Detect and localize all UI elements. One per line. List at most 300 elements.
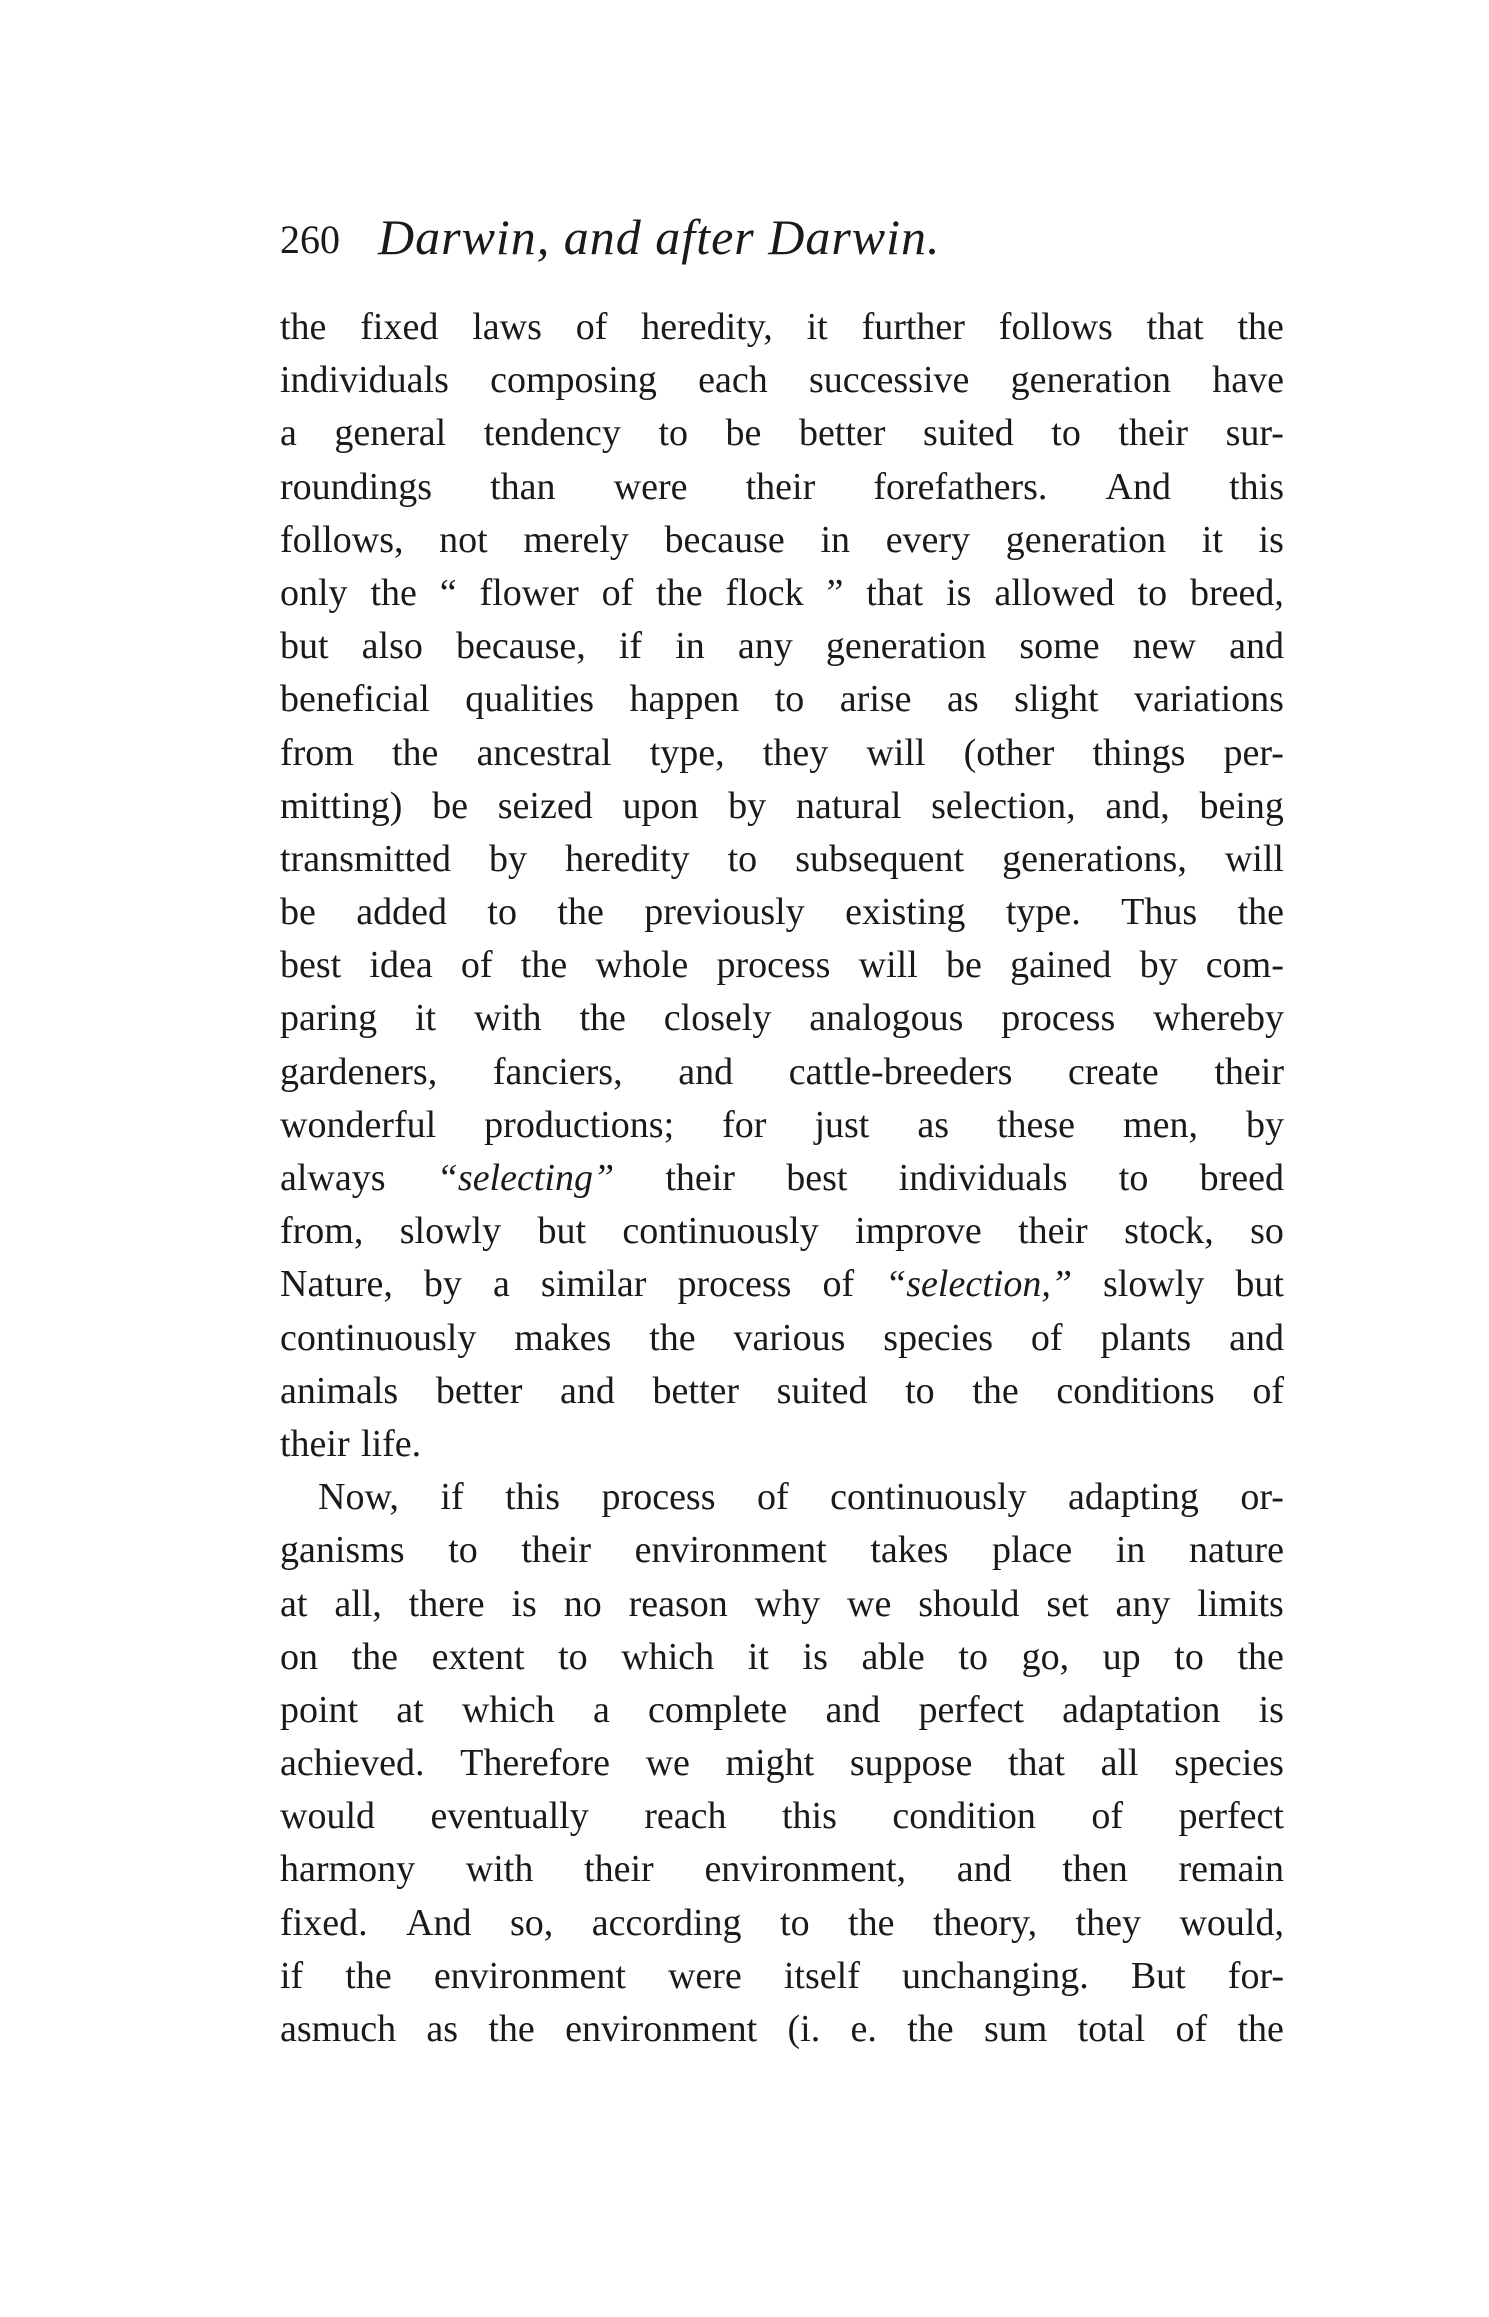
word: so, xyxy=(509,1901,554,1944)
word: improve xyxy=(855,1210,982,1253)
word: at xyxy=(396,1688,424,1731)
word: fixed. xyxy=(280,1901,368,1944)
word: slowly xyxy=(399,1210,502,1253)
word: place xyxy=(992,1529,1073,1572)
word: gained xyxy=(1010,944,1112,987)
word: merely xyxy=(523,518,629,561)
word: process xyxy=(1001,997,1116,1040)
word: And xyxy=(406,1901,472,1944)
word: to xyxy=(558,1635,588,1678)
word: (other xyxy=(963,731,1055,774)
word: set xyxy=(1046,1582,1089,1625)
word: animals xyxy=(280,1369,399,1412)
word: their xyxy=(1118,412,1189,455)
word: and xyxy=(678,1050,734,1093)
word: better xyxy=(652,1369,740,1412)
word: whole xyxy=(595,944,689,987)
word: to xyxy=(487,891,517,934)
word: process xyxy=(601,1476,716,1519)
word: the xyxy=(280,306,327,348)
word: these xyxy=(996,1103,1076,1146)
word: is xyxy=(511,1582,537,1625)
word: able xyxy=(861,1635,925,1678)
word: just xyxy=(814,1103,870,1146)
word: reach xyxy=(644,1795,727,1838)
word: suited xyxy=(922,412,1014,455)
word: takes xyxy=(870,1529,949,1572)
word: would xyxy=(280,1795,375,1838)
word: to xyxy=(905,1369,935,1412)
word: as xyxy=(917,1103,949,1146)
word: of xyxy=(1175,2008,1208,2050)
text-line xyxy=(280,1897,1284,1950)
word: whereby xyxy=(1153,997,1284,1040)
text-line xyxy=(280,354,1284,407)
word: extent xyxy=(431,1635,525,1678)
word: stock, xyxy=(1124,1210,1214,1253)
word: by xyxy=(423,1263,462,1306)
text-line xyxy=(280,1205,1284,1258)
word: a xyxy=(492,1263,510,1306)
word: ” xyxy=(826,571,844,614)
word: environment xyxy=(634,1529,827,1572)
word: Nature, xyxy=(280,1263,393,1306)
text-line xyxy=(280,567,1284,620)
text-line xyxy=(280,1418,1284,1471)
text-line xyxy=(280,673,1284,726)
text-line xyxy=(280,833,1284,886)
word: have xyxy=(1212,359,1284,402)
word: laws xyxy=(472,306,542,348)
word: But xyxy=(1130,1954,1186,1997)
word: and xyxy=(560,1369,615,1412)
word: the xyxy=(579,997,626,1040)
word: ancestral xyxy=(476,731,612,774)
page-number: 260 xyxy=(280,217,340,262)
word: would, xyxy=(1179,1901,1284,1944)
word: environment xyxy=(565,2008,758,2050)
word: that xyxy=(1007,1742,1065,1785)
word: gardeners, xyxy=(280,1050,438,1093)
word: there xyxy=(408,1582,485,1625)
word: this xyxy=(1229,465,1284,508)
word: they xyxy=(1075,1901,1141,1944)
word: And xyxy=(1105,465,1171,508)
text-line xyxy=(280,407,1284,460)
word: arise xyxy=(839,678,912,721)
word: suited xyxy=(776,1369,868,1412)
word: why xyxy=(754,1582,821,1625)
word: a xyxy=(592,1688,610,1731)
text-line xyxy=(280,727,1284,780)
word: slowly xyxy=(1102,1263,1205,1306)
word: slight xyxy=(1014,678,1099,721)
word: (i. xyxy=(787,2008,821,2050)
word: their xyxy=(1214,1050,1284,1093)
text-line xyxy=(280,1631,1284,1684)
word: in xyxy=(1115,1529,1146,1572)
word: species xyxy=(1174,1742,1284,1785)
word: cattle-breeders xyxy=(788,1050,1013,1093)
word: also xyxy=(361,625,423,668)
word: being xyxy=(1199,784,1284,827)
word: go, xyxy=(1021,1635,1070,1678)
word: and, xyxy=(1105,784,1170,827)
word: if xyxy=(618,625,643,668)
word: type. xyxy=(1005,891,1081,934)
word: productions; xyxy=(484,1103,675,1146)
word: only xyxy=(280,571,348,614)
word: type, xyxy=(649,731,725,774)
word: the xyxy=(488,2008,535,2050)
word: the xyxy=(1237,306,1284,348)
word: to xyxy=(658,412,688,455)
word: per- xyxy=(1223,731,1284,774)
word: general xyxy=(334,412,447,455)
word: any xyxy=(1115,1582,1171,1625)
word: remain xyxy=(1178,1848,1284,1891)
word: the xyxy=(520,944,568,987)
word: sur- xyxy=(1225,412,1284,455)
word: of xyxy=(1252,1369,1284,1412)
word: harmony xyxy=(280,1848,416,1891)
word: to xyxy=(448,1529,478,1572)
word: similar xyxy=(540,1263,647,1306)
word: composing xyxy=(490,359,657,402)
word: point xyxy=(280,1688,359,1731)
word: to xyxy=(1174,1635,1204,1678)
word: roundings xyxy=(280,465,432,508)
word: is xyxy=(946,571,972,614)
word: will xyxy=(866,731,926,774)
word: ganisms xyxy=(280,1529,405,1572)
text-line xyxy=(280,1365,1284,1418)
word: condition xyxy=(892,1795,1036,1838)
word: it xyxy=(806,306,828,348)
word: asmuch xyxy=(280,2008,397,2050)
word: it xyxy=(747,1635,769,1678)
text-line xyxy=(280,1046,1284,1099)
word: paring xyxy=(280,997,378,1040)
text-line xyxy=(280,1737,1284,1790)
word: as xyxy=(426,2008,459,2050)
text-line xyxy=(280,1312,1284,1365)
text-line xyxy=(280,620,1284,673)
word: some xyxy=(1019,625,1100,668)
word: as xyxy=(947,678,979,721)
word: breed xyxy=(1199,1157,1284,1199)
word: on xyxy=(280,1635,318,1678)
word: according xyxy=(591,1901,742,1944)
text-line xyxy=(280,780,1284,833)
word: better xyxy=(435,1369,523,1412)
word: is xyxy=(1258,1688,1284,1731)
word: heredity, xyxy=(641,306,773,348)
text-line xyxy=(280,1258,1284,1311)
word: it xyxy=(414,997,437,1040)
word: but xyxy=(1235,1263,1284,1306)
word: complete xyxy=(648,1688,788,1731)
word: be xyxy=(432,784,469,827)
word: fanciers, xyxy=(492,1050,623,1093)
word: at xyxy=(280,1582,308,1625)
word: men, xyxy=(1123,1103,1198,1146)
word: if xyxy=(440,1476,464,1519)
word: “ xyxy=(439,571,457,614)
text-line xyxy=(280,1950,1284,2003)
word: to xyxy=(774,678,805,721)
word: we xyxy=(847,1582,892,1625)
text-line xyxy=(280,1099,1284,1152)
word: generation xyxy=(825,625,987,668)
word: then xyxy=(1062,1848,1128,1891)
text-line xyxy=(280,461,1284,514)
word: with xyxy=(473,997,542,1040)
word: should xyxy=(918,1582,1020,1625)
word: conditions xyxy=(1056,1369,1215,1412)
word: the xyxy=(848,1901,895,1944)
text-line xyxy=(280,514,1284,567)
text-line xyxy=(280,301,1284,354)
word: analogous xyxy=(809,997,964,1040)
word: for- xyxy=(1227,1954,1284,1997)
word: plants xyxy=(1100,1316,1192,1359)
word: so xyxy=(1250,1210,1284,1253)
word: their xyxy=(665,1157,735,1199)
word: the xyxy=(656,571,703,614)
word: might xyxy=(725,1742,815,1785)
word: further xyxy=(861,306,965,348)
word: this xyxy=(781,1795,837,1838)
word: continuously xyxy=(830,1476,1027,1519)
word: beneficial xyxy=(280,678,430,721)
word: generation xyxy=(1005,518,1167,561)
word: Now, xyxy=(318,1476,399,1519)
word: were xyxy=(667,1954,742,1997)
word: the xyxy=(972,1369,1019,1412)
text-line xyxy=(280,1843,1284,1896)
word: and xyxy=(1229,625,1284,668)
word: is xyxy=(1258,518,1284,561)
word: for xyxy=(722,1103,767,1146)
word: by xyxy=(489,837,528,880)
word: follows xyxy=(998,306,1113,348)
word: to xyxy=(1137,571,1168,614)
word: their xyxy=(1018,1210,1088,1253)
text-line xyxy=(280,2003,1284,2056)
word: the xyxy=(649,1316,696,1359)
word: will xyxy=(1224,837,1284,880)
word: the xyxy=(1237,2008,1284,2050)
word: by xyxy=(1245,1103,1284,1146)
word: the xyxy=(351,1635,399,1678)
word: best xyxy=(280,944,342,987)
word: com- xyxy=(1205,944,1284,987)
word: every xyxy=(885,518,971,561)
running-title: Darwin, and after Darwin. xyxy=(378,209,941,265)
word: their xyxy=(745,465,816,508)
word: which xyxy=(461,1688,555,1731)
word: not xyxy=(439,518,488,561)
text-line xyxy=(280,1684,1284,1737)
word: e. xyxy=(850,2008,877,2050)
text-line xyxy=(280,1524,1284,1577)
word: things xyxy=(1092,731,1186,774)
word: subsequent xyxy=(795,837,965,880)
word: is xyxy=(802,1635,828,1678)
word: if xyxy=(280,1954,304,1997)
word: with xyxy=(465,1848,534,1891)
word: various xyxy=(733,1316,846,1359)
word: tendency xyxy=(483,412,621,455)
word: the xyxy=(392,731,439,774)
word: or- xyxy=(1240,1476,1284,1519)
word: itself xyxy=(783,1954,860,1997)
word: unchanging. xyxy=(901,1954,1089,1997)
word: continuously xyxy=(280,1316,477,1359)
word: previously xyxy=(644,891,805,934)
word: by xyxy=(728,784,767,827)
word: adaptation xyxy=(1062,1688,1221,1731)
word: and xyxy=(956,1848,1012,1891)
word: to xyxy=(1118,1157,1149,1199)
word: no xyxy=(563,1582,602,1625)
italic-word: “selection,” xyxy=(885,1263,1072,1306)
word: be xyxy=(946,944,982,987)
word: will xyxy=(858,944,918,987)
word: added xyxy=(356,891,448,934)
word: to xyxy=(780,1901,810,1944)
word: we xyxy=(645,1742,690,1785)
word: it xyxy=(1201,518,1223,561)
word: up xyxy=(1102,1635,1141,1678)
word: by xyxy=(1139,944,1178,987)
word: nature xyxy=(1189,1529,1284,1572)
word: but xyxy=(280,625,329,668)
word: eventually xyxy=(430,1795,589,1838)
word: but xyxy=(537,1210,587,1253)
word: flock xyxy=(725,571,804,614)
word: each xyxy=(698,359,768,402)
word: sum xyxy=(983,2008,1048,2050)
word: their xyxy=(280,1422,350,1465)
word: their xyxy=(521,1529,592,1572)
word: new xyxy=(1132,625,1196,668)
word: process xyxy=(677,1263,792,1306)
word: all xyxy=(1100,1742,1139,1785)
word: and xyxy=(1229,1316,1284,1359)
word: which xyxy=(621,1635,715,1678)
word: better xyxy=(798,412,886,455)
word: breed, xyxy=(1190,571,1284,614)
word: individuals xyxy=(898,1157,1068,1199)
text-line xyxy=(280,1471,1284,1524)
word: forefathers. xyxy=(873,465,1048,508)
word: perfect xyxy=(1178,1795,1284,1838)
running-header xyxy=(280,208,1290,268)
word: transmitted xyxy=(280,837,451,880)
word: follows, xyxy=(280,518,404,561)
word: because, xyxy=(456,625,586,668)
word: generations, xyxy=(1002,837,1187,880)
word: limits xyxy=(1197,1582,1284,1625)
word: Thus xyxy=(1121,891,1198,934)
word: the xyxy=(1237,891,1284,934)
word: of xyxy=(601,571,634,614)
text-line xyxy=(280,1790,1284,1843)
word: of xyxy=(575,306,608,348)
word: qualities xyxy=(465,678,595,721)
italic-word: “selecting” xyxy=(436,1157,615,1199)
word: the xyxy=(557,891,604,934)
word: of xyxy=(822,1263,855,1306)
word: adapting xyxy=(1068,1476,1199,1519)
word: of xyxy=(757,1476,789,1519)
word: existing xyxy=(845,891,966,934)
word: that xyxy=(1146,306,1204,348)
word: natural xyxy=(795,784,902,827)
word: upon xyxy=(622,784,699,827)
word: in xyxy=(675,625,705,668)
word: theory, xyxy=(932,1901,1038,1944)
word: species xyxy=(883,1316,994,1359)
word: the xyxy=(345,1954,392,1997)
word: reason xyxy=(628,1582,728,1625)
word: of xyxy=(460,944,493,987)
word: and xyxy=(825,1688,881,1731)
word: environment, xyxy=(704,1848,906,1891)
word: fixed xyxy=(360,306,439,348)
word: suppose xyxy=(849,1742,973,1785)
word: that xyxy=(866,571,924,614)
word: seized xyxy=(497,784,593,827)
word: mitting) xyxy=(280,784,403,827)
word: be xyxy=(725,412,762,455)
word: were xyxy=(613,465,688,508)
word: closely xyxy=(663,997,772,1040)
word: total xyxy=(1077,2008,1146,2050)
word: variations xyxy=(1134,678,1284,721)
word: perfect xyxy=(918,1688,1024,1731)
text-line xyxy=(280,1152,1284,1205)
word: continuously xyxy=(622,1210,819,1253)
word: to xyxy=(958,1635,988,1678)
word: the xyxy=(370,571,417,614)
text-line xyxy=(280,1578,1284,1631)
word: generation xyxy=(1010,359,1171,402)
word: to xyxy=(1051,412,1081,455)
word: from, xyxy=(280,1210,364,1253)
body-text xyxy=(280,301,1284,2056)
text-line xyxy=(280,939,1284,992)
word: all, xyxy=(334,1582,382,1625)
word: from xyxy=(280,731,354,774)
word: selection, xyxy=(931,784,1076,827)
word: happen xyxy=(629,678,740,721)
word: be xyxy=(280,891,316,934)
word: of xyxy=(1091,1795,1123,1838)
text-line xyxy=(280,992,1284,1045)
word: heredity xyxy=(565,837,690,880)
word: they xyxy=(762,731,829,774)
word: Therefore xyxy=(460,1742,610,1785)
word: individuals xyxy=(280,359,449,402)
word: the xyxy=(907,2008,954,2050)
word: process xyxy=(716,944,831,987)
word: makes xyxy=(514,1316,612,1359)
word: in xyxy=(820,518,851,561)
word: the xyxy=(1237,1635,1284,1678)
